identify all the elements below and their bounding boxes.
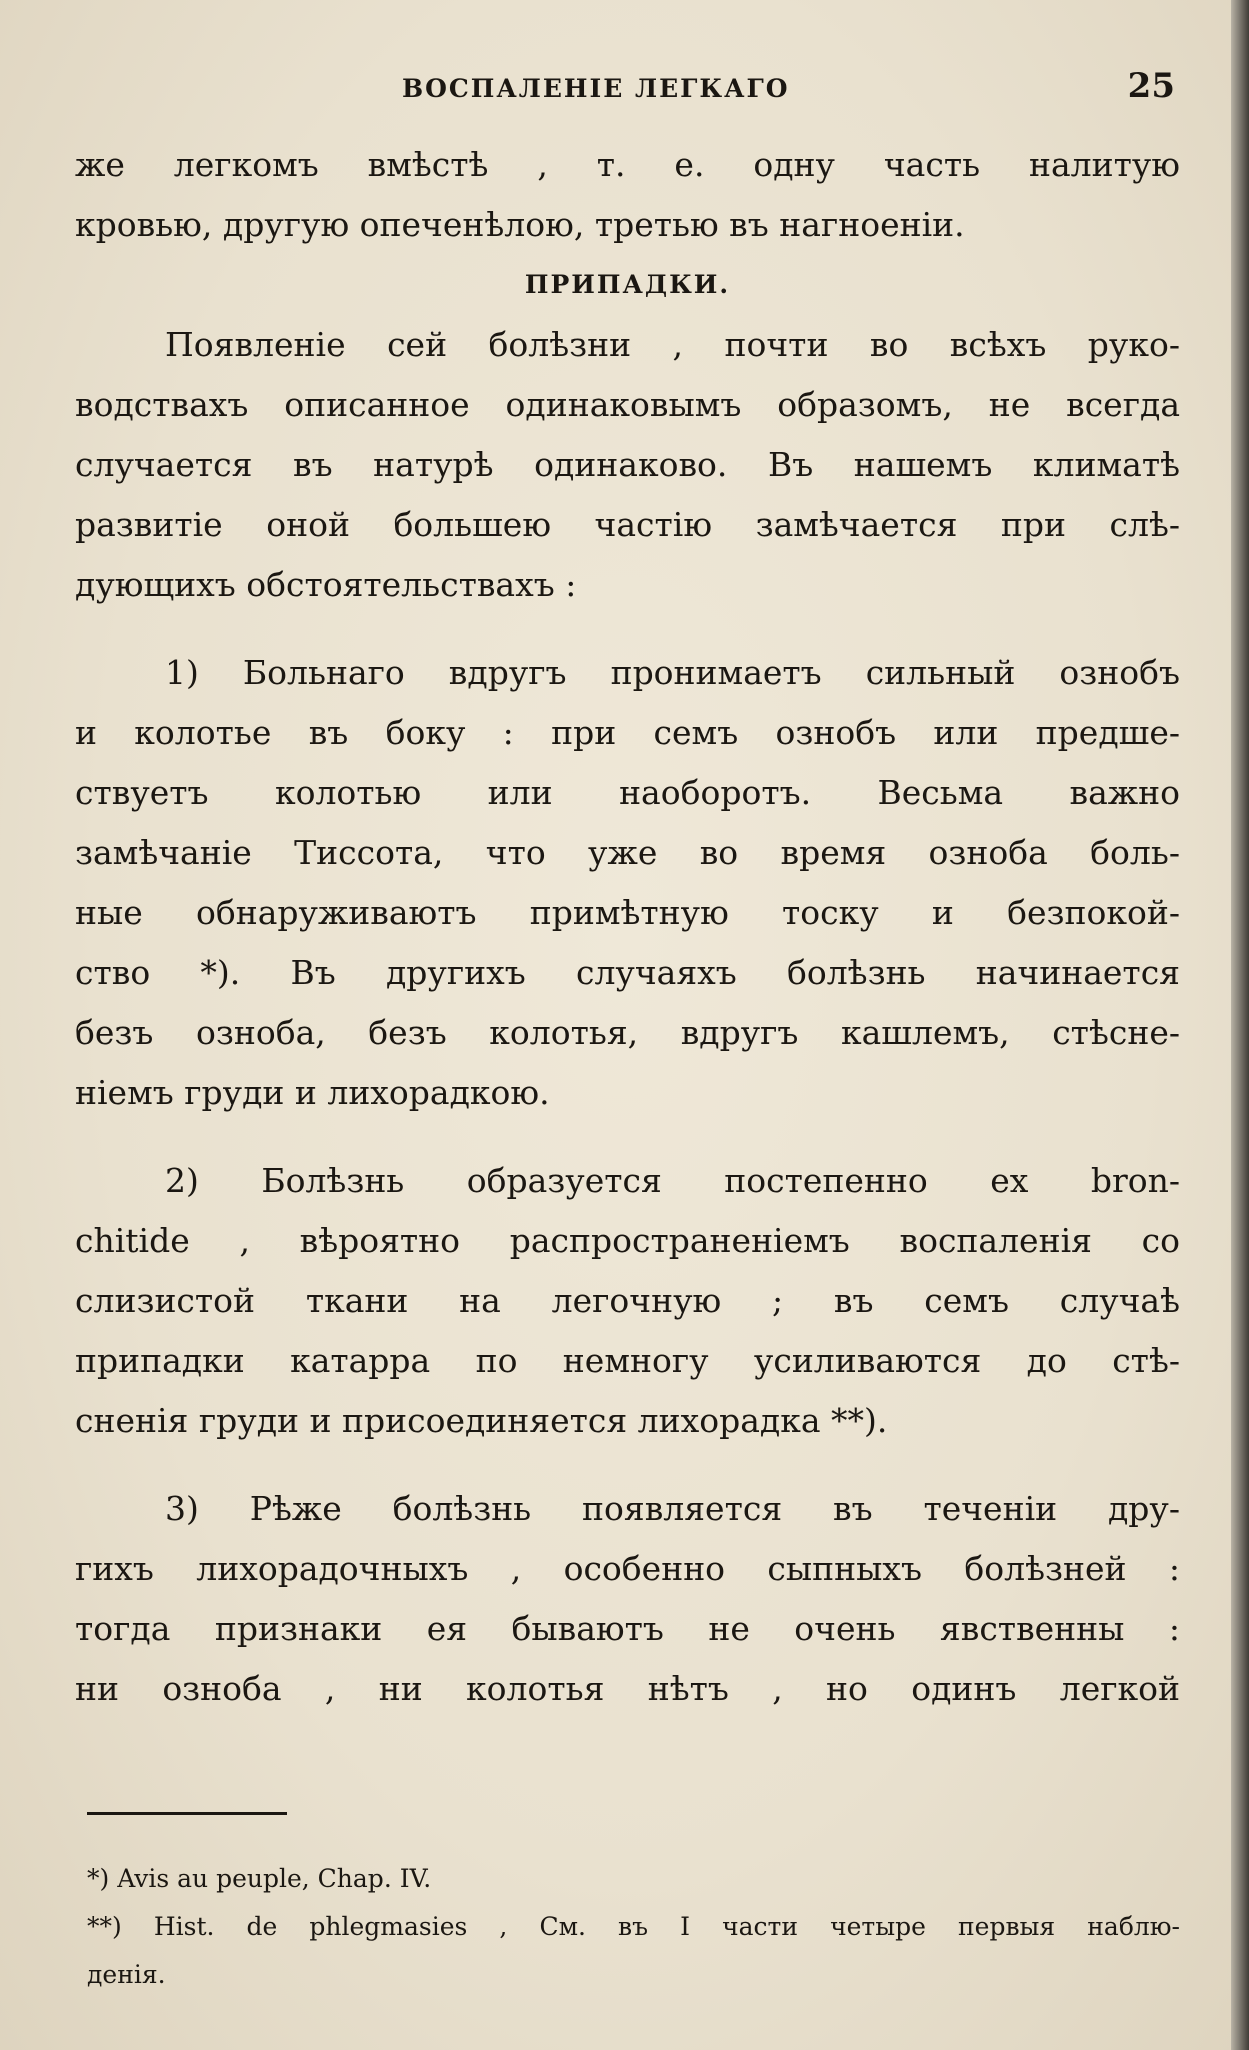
text-line: слизистой ткани на легочную ; въ семъ случаѣ — [75, 1281, 1180, 1320]
footnotes — [87, 1855, 1180, 1999]
text-line: безъ озноба, безъ колотья, вдругъ кашлемъ, стѣсне- — [75, 1013, 1180, 1052]
paragraph-2 — [75, 1151, 1180, 1451]
running-head: ВОСПАЛЕНІЕ ЛЕГКАГО — [402, 74, 790, 103]
text-line: же легкомъ вмѣстѣ , т. е. одну часть налитую — [75, 145, 1180, 184]
text-line: ные обнаруживаютъ примѣтную тоску и безпокой- — [75, 893, 1180, 932]
paragraph-1 — [75, 643, 1180, 1123]
text-line: 2) Болѣзнь образуется постепенно ex bron- — [165, 1161, 1180, 1200]
text-line: chitide , вѣроятно распространеніемъ воспаленія со — [75, 1221, 1180, 1260]
page-edge-shadow — [1231, 0, 1249, 2050]
text-line: припадки катарра по немногу усиливаются до стѣ- — [75, 1341, 1180, 1380]
text-line: гихъ лихорадочныхъ , особенно сыпныхъ болѣзней : — [75, 1549, 1180, 1588]
text-line: дующихъ обстоятельствахъ : — [75, 565, 577, 604]
text-line: и колотье въ боку : при семъ ознобъ или предше- — [75, 713, 1180, 752]
footnote: *) Avis au peuple, Chap. IV. — [87, 1864, 432, 1893]
text-line: сненія груди и присоединяется лихорадка **). — [75, 1401, 888, 1440]
section-heading: ПРИПАДКИ. — [524, 270, 731, 299]
opening-paragraph — [75, 135, 1180, 255]
page-number: 25 — [1127, 66, 1175, 106]
text-line: кровью, другую опеченѣлою, третью въ нагноеніи. — [75, 205, 965, 244]
text-line: 1) Больнаго вдругъ пронимаетъ сильный ознобъ — [165, 653, 1180, 692]
text-line: замѣчаніе Тиссота, что уже во время озноба боль- — [75, 833, 1180, 872]
text-line: ніемъ груди и лихорадкою. — [75, 1073, 550, 1112]
text-line: ство *). Въ другихъ случаяхъ болѣзнь начинается — [75, 953, 1180, 992]
text-line: Появленіе сей болѣзни , почти во всѣхъ руко- — [165, 325, 1180, 364]
footnote-continuation: денія. — [87, 1960, 166, 1989]
footnote-rule — [87, 1812, 287, 1815]
text-line: тогда признаки ея бываютъ не очень явственны : — [75, 1609, 1180, 1648]
intro-paragraph — [75, 315, 1180, 615]
text-line: ни озноба , ни колотья нѣтъ , но одинъ легкой — [75, 1669, 1180, 1708]
paragraph-3 — [75, 1479, 1180, 1719]
text-line: ствуетъ колотью или наоборотъ. Весьма важно — [75, 773, 1180, 812]
text-line: развитіе оной большею частію замѣчается при слѣ- — [75, 505, 1180, 544]
page-header — [75, 66, 1175, 116]
footnote: **) Hist. de phlegmasies , См. въ I части четыре первыя наблю- — [87, 1912, 1180, 1941]
body-text — [75, 135, 1180, 1719]
text-line: случается въ натурѣ одинаково. Въ нашемъ климатѣ — [75, 445, 1180, 484]
text-line: водствахъ описанное одинаковымъ образомъ, не всегда — [75, 385, 1180, 424]
text-line: 3) Рѣже болѣзнь появляется въ теченіи дру- — [165, 1489, 1180, 1528]
